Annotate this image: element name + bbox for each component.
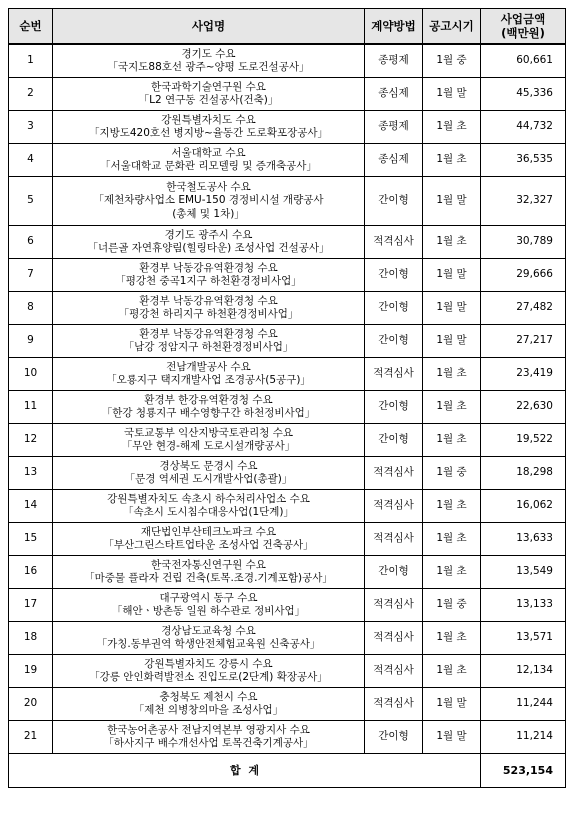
row-agency: 충청북도 제천시 수요: [159, 690, 258, 703]
row-contract-method: 적격심사: [365, 358, 423, 391]
row-agency: 한국농어촌공사 전남지역본부 영광지사 수요: [107, 723, 310, 736]
table-row: [9, 226, 566, 259]
table-row: [9, 292, 566, 325]
row-contract-method: 적격심사: [365, 655, 423, 688]
row-contract-method: 간이형: [365, 259, 423, 292]
row-notice-period: 1월 초: [423, 655, 481, 688]
row-number: 20: [9, 688, 53, 721]
row-project-name: 「하사지구 배수개선사업 토목건축기계공사」: [103, 737, 314, 749]
row-number: 13: [9, 457, 53, 490]
table-row: [9, 358, 566, 391]
row-number: 6: [9, 226, 53, 259]
row-project-name: 「가칭.동부권역 학생안전체험교육원 신축공사」: [96, 638, 321, 650]
row-number: 19: [9, 655, 53, 688]
table-body: [9, 44, 566, 754]
row-project-name: 「지방도420호선 병지방~율동간 도로확포장공사」: [88, 127, 329, 139]
header-contract-method: 계약방법: [365, 9, 423, 45]
row-project-name: 「너른골 자연휴양림(힐링타운) 조성사업 건설공사」: [87, 242, 330, 254]
row-project: [53, 78, 365, 111]
row-amount: 27,217: [481, 325, 566, 358]
row-number: 1: [9, 44, 53, 78]
row-project: [53, 44, 365, 78]
row-amount: 19,522: [481, 424, 566, 457]
row-contract-method: 적격심사: [365, 226, 423, 259]
row-project: [53, 144, 365, 177]
row-number: 4: [9, 144, 53, 177]
total-amount: 523,154: [481, 754, 566, 788]
row-number: 3: [9, 111, 53, 144]
row-contract-method: 적격심사: [365, 457, 423, 490]
table-row: [9, 655, 566, 688]
row-number: 15: [9, 523, 53, 556]
row-project-name: 「L2 연구동 건설공사(건축)」: [138, 94, 279, 106]
row-amount: 13,133: [481, 589, 566, 622]
row-contract-method: 간이형: [365, 391, 423, 424]
total-row: [9, 754, 566, 788]
row-agency: 경기도 수요: [181, 47, 236, 60]
table-row: [9, 111, 566, 144]
table-row: [9, 589, 566, 622]
row-amount: 45,336: [481, 78, 566, 111]
row-agency: 서울대학교 수요: [171, 146, 246, 159]
row-agency: 한국전자통신연구원 수요: [151, 558, 266, 571]
row-amount: 13,571: [481, 622, 566, 655]
table-row: [9, 78, 566, 111]
table-row: [9, 622, 566, 655]
row-project-name: 「국지도88호선 광주~양평 도로건설공사」: [107, 61, 310, 73]
header-amount: [481, 9, 566, 45]
row-amount: 11,244: [481, 688, 566, 721]
row-amount: 13,633: [481, 523, 566, 556]
row-project: [53, 325, 365, 358]
row-agency: 대구광역시 동구 수요: [159, 591, 258, 604]
row-contract-method: 적격심사: [365, 589, 423, 622]
row-agency: 환경부 낙동강유역환경청 수요: [139, 294, 278, 307]
row-agency: 환경부 낙동강유역환경청 수요: [139, 327, 278, 340]
row-project: [53, 111, 365, 144]
row-contract-method: 적격심사: [365, 523, 423, 556]
row-notice-period: 1월 중: [423, 457, 481, 490]
row-amount: 60,661: [481, 44, 566, 78]
row-agency: 한국철도공사 수요: [166, 181, 251, 194]
row-project-name: 「오룡지구 택지개발사업 조경공사(5공구)」: [106, 374, 311, 386]
row-amount: 36,535: [481, 144, 566, 177]
row-agency: 경상북도 문경시 수요: [159, 459, 258, 472]
row-project-name: 「무안 현경-해제 도로시설개량공사」: [121, 440, 296, 452]
row-amount: 44,732: [481, 111, 566, 144]
row-number: 11: [9, 391, 53, 424]
row-agency: 강원특별자치도 강릉시 수요: [144, 657, 273, 670]
row-project-name: 「강릉 안인화력발전소 진입도로(2단계) 확장공사」: [89, 671, 328, 683]
row-notice-period: 1월 초: [423, 111, 481, 144]
row-amount: 13,549: [481, 556, 566, 589]
row-project: [53, 358, 365, 391]
row-project: [53, 523, 365, 556]
row-notice-period: 1월 초: [423, 424, 481, 457]
row-notice-period: 1월 말: [423, 721, 481, 754]
row-contract-method: 종평제: [365, 111, 423, 144]
table-row: [9, 259, 566, 292]
row-amount: 22,630: [481, 391, 566, 424]
row-agency: 강원특별자치도 속초시 하수처리사업소 수요: [107, 492, 310, 505]
row-number: 10: [9, 358, 53, 391]
row-amount: 16,062: [481, 490, 566, 523]
row-project-name: 「제천 의병창의마을 조성사업」: [133, 704, 284, 716]
row-notice-period: 1월 초: [423, 523, 481, 556]
project-table: [8, 8, 566, 788]
table-row: [9, 144, 566, 177]
table-row: [9, 721, 566, 754]
table-header-row: [9, 9, 566, 45]
row-project: [53, 457, 365, 490]
header-amount-line2: (백만원): [501, 26, 545, 40]
row-notice-period: 1월 초: [423, 144, 481, 177]
row-amount: 30,789: [481, 226, 566, 259]
row-contract-method: 종심제: [365, 144, 423, 177]
row-number: 16: [9, 556, 53, 589]
row-notice-period: 1월 중: [423, 589, 481, 622]
table-row: [9, 523, 566, 556]
row-notice-period: 1월 말: [423, 259, 481, 292]
row-notice-period: 1월 말: [423, 177, 481, 226]
row-number: 14: [9, 490, 53, 523]
table-row: [9, 688, 566, 721]
row-notice-period: 1월 초: [423, 391, 481, 424]
row-notice-period: 1월 중: [423, 44, 481, 78]
row-number: 21: [9, 721, 53, 754]
row-number: 8: [9, 292, 53, 325]
row-agency: 경상남도교육청 수요: [161, 624, 256, 637]
row-project: [53, 424, 365, 457]
row-amount: 32,327: [481, 177, 566, 226]
row-contract-method: 적격심사: [365, 490, 423, 523]
row-notice-period: 1월 말: [423, 325, 481, 358]
row-project-name: 「해안ㆍ방촌동 일원 하수관로 정비사업」: [111, 605, 306, 617]
row-notice-period: 1월 말: [423, 688, 481, 721]
row-project: [53, 655, 365, 688]
row-contract-method: 간이형: [365, 721, 423, 754]
row-number: 2: [9, 78, 53, 111]
row-agency: 전남개발공사 수요: [166, 360, 251, 373]
row-project-name: 「평강천 중곡1지구 하천환경정비사업」: [115, 275, 302, 287]
row-agency: 환경부 낙동강유역환경청 수요: [139, 261, 278, 274]
table-row: [9, 325, 566, 358]
row-notice-period: 1월 초: [423, 226, 481, 259]
table-row: [9, 556, 566, 589]
row-project: [53, 391, 365, 424]
row-amount: 11,214: [481, 721, 566, 754]
table-row: [9, 424, 566, 457]
row-agency: 강원특별자치도 수요: [161, 113, 256, 126]
header-notice-period: 공고시기: [423, 9, 481, 45]
row-contract-method: 간이형: [365, 556, 423, 589]
row-project-name: 「평강천 하리지구 하천환경정비사업」: [118, 308, 299, 320]
row-amount: 12,134: [481, 655, 566, 688]
row-contract-method: 적격심사: [365, 688, 423, 721]
row-notice-period: 1월 초: [423, 490, 481, 523]
total-label: 합 계: [9, 754, 481, 788]
row-amount: 23,419: [481, 358, 566, 391]
row-notice-period: 1월 초: [423, 622, 481, 655]
row-project: [53, 490, 365, 523]
row-project: [53, 622, 365, 655]
row-amount: 29,666: [481, 259, 566, 292]
row-project-name: 「제천차량사업소 EMU-150 경정비시설 개량공사: [93, 194, 324, 207]
row-project: [53, 259, 365, 292]
table-row: [9, 391, 566, 424]
row-number: 9: [9, 325, 53, 358]
row-agency: 환경부 한강유역환경청 수요: [144, 393, 273, 406]
row-agency: 국토교통부 익산지방국토관리청 수요: [124, 426, 293, 439]
row-project-name: 「부산그린스타트업타운 조성사업 건축공사」: [103, 539, 314, 551]
row-project: [53, 226, 365, 259]
row-number: 7: [9, 259, 53, 292]
row-agency: 한국과학기술연구원 수요: [151, 80, 266, 93]
row-agency: 재단법인부산테크노파크 수요: [140, 525, 277, 538]
row-number: 12: [9, 424, 53, 457]
row-project-name-cont: (총체 및 1차)」: [172, 207, 245, 220]
row-number: 18: [9, 622, 53, 655]
row-notice-period: 1월 말: [423, 292, 481, 325]
row-contract-method: 적격심사: [365, 622, 423, 655]
row-project-name: 「남강 정암지구 하천환경정비사업」: [123, 341, 294, 353]
row-project-name: 「문경 역세권 도시개발사업(총괄)」: [124, 473, 293, 485]
row-notice-period: 1월 초: [423, 556, 481, 589]
row-number: 5: [9, 177, 53, 226]
row-project-name: 「한강 청룡지구 배수영향구간 하천정비사업」: [101, 407, 316, 419]
project-table-container: [8, 8, 565, 788]
row-project: [53, 177, 365, 226]
header-no: 순번: [9, 9, 53, 45]
row-contract-method: 간이형: [365, 424, 423, 457]
row-notice-period: 1월 말: [423, 78, 481, 111]
row-contract-method: 종평제: [365, 44, 423, 78]
row-project: [53, 688, 365, 721]
row-project: [53, 556, 365, 589]
row-project-name: 「마중물 플라자 건립 건축(토목.조경.기계포함)공사」: [84, 572, 333, 584]
header-project: 사업명: [53, 9, 365, 45]
row-contract-method: 간이형: [365, 177, 423, 226]
row-project: [53, 721, 365, 754]
row-contract-method: 간이형: [365, 325, 423, 358]
table-row: [9, 490, 566, 523]
row-contract-method: 간이형: [365, 292, 423, 325]
row-project: [53, 292, 365, 325]
row-project: [53, 589, 365, 622]
row-project-name: 「서울대학교 문화관 리모델링 및 증개축공사」: [100, 160, 317, 172]
row-agency: 경기도 광주시 수요: [164, 228, 253, 241]
table-row: [9, 177, 566, 226]
row-amount: 18,298: [481, 457, 566, 490]
header-amount-line1: 사업금액: [500, 11, 546, 26]
row-number: 17: [9, 589, 53, 622]
row-amount: 27,482: [481, 292, 566, 325]
row-contract-method: 종심제: [365, 78, 423, 111]
table-row: [9, 44, 566, 78]
row-project-name: 「속초시 도시침수대응사업(1단계)」: [122, 506, 295, 518]
table-row: [9, 457, 566, 490]
row-notice-period: 1월 초: [423, 358, 481, 391]
